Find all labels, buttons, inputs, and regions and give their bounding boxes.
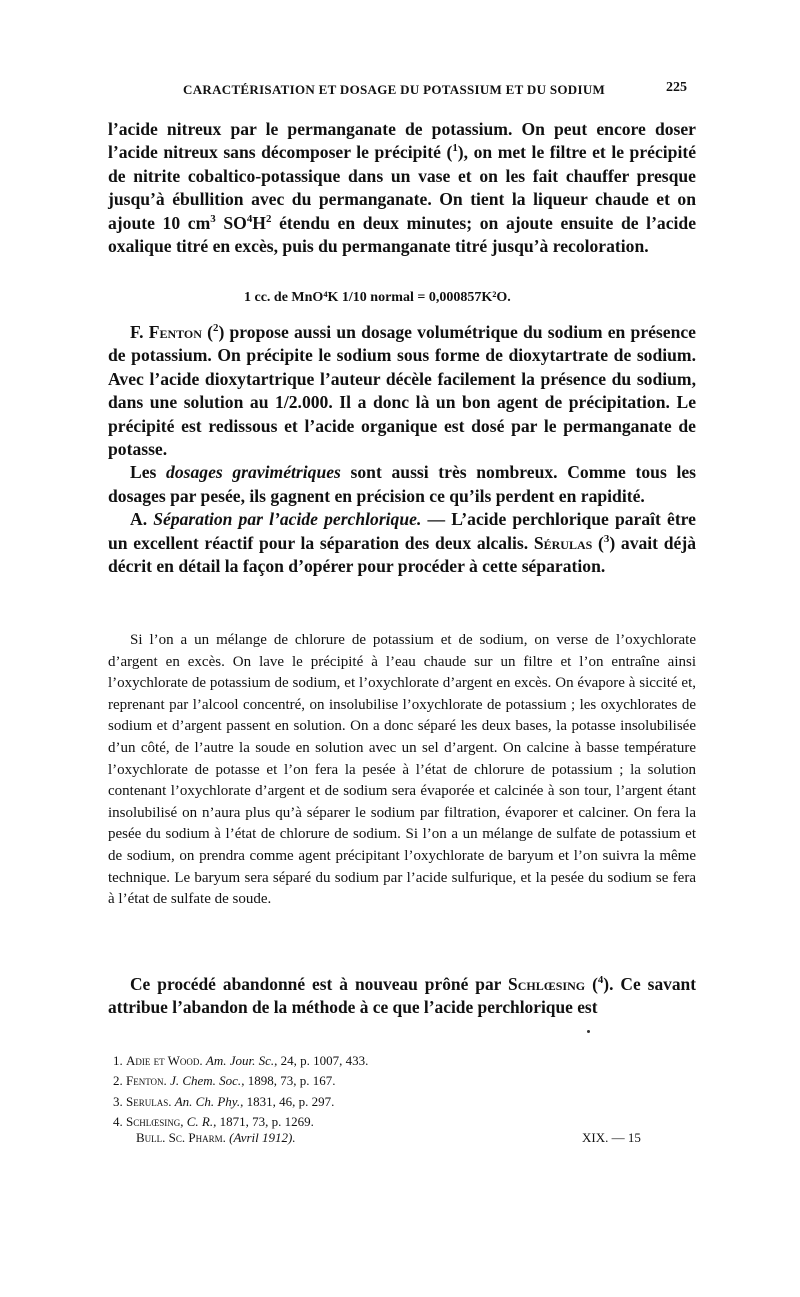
footnote-journal: C. R. [186, 1113, 214, 1129]
footnote-1 [113, 1051, 693, 1071]
footnote-journal: An. Ch. Phy. [174, 1093, 241, 1109]
footer-signature: XIX. — 15 [582, 1130, 641, 1145]
paragraph-1-text-d: H [252, 212, 266, 233]
superscript-4: 4 [246, 212, 253, 225]
footnote-2 [113, 1071, 693, 1091]
footnote-journal: Am. Jour. Sc. [205, 1053, 275, 1068]
small-print-section [108, 630, 696, 911]
paragraph-4-text-b: — L’acide perchlorique paraît être un excellent réactif pour la séparation des deux alcalis. [108, 509, 696, 553]
paragraph-5-text-b: . Ce savant attribue l’abandon de la méthode à ce que l’acide perchlorique est [108, 974, 696, 1018]
running-title: CARACTÉRISATION ET DOSAGE DU POTASSIUM ET DU SODIUM [183, 82, 606, 97]
paragraph-1-text-e: étendu en deux minutes; on ajoute ensuite de l’acide oxalique titré en excès, puis du permanganate titré jusqu’à recoloration. [108, 212, 697, 257]
paragraph-1-text: l’acide nitreux par le permanganate de potassium. On peut encore doser l’acide nitreux sans décomposer le précipité ( [108, 119, 696, 163]
paragraph-3-text-b: sont aussi très nombreux. Comme tous les dosages par pesée, ils gagnent en précision ce qu’ils perdent en rapidité. [108, 462, 696, 506]
paragraph-2: F. Fenton ($^2$) propose aussi un dosage volumétrique du sodium en présence de potassium. On précipite le sodium sous forme de dioxytartrate de sodium. Avec l’acide dioxytartrique l’auteur décèle facilement la présence du sodium, dans une solution au 1/2.000. Il a donc là un bon agent de précipitation. Le précipité est redissous et l’acide organique est dosé par le permanganate de potasse. Les dosages gravimétriques sont aussi très nombreux. Comme tous les dosages par pesée, ils gagnent en précision ce qu’ils perdent en rapidité. A. Séparation par l’acide perchlorique. — L’acide perchlorique paraît être un excellent réactif pour la séparation des deux alcalis. Sérulas ($^3$) avait déjà décrit en détail la façon d’opérer pour procéder à cette séparation. [108, 322, 696, 577]
footnote-citation: , 24, p. 1007, 433. [274, 1053, 369, 1068]
formula: 1 cc. de MnO⁴K 1/10 normal = 0,000857K²O. [244, 290, 511, 305]
footnote-number: 1. [113, 1053, 123, 1068]
footnote-number: 4. [113, 1113, 123, 1129]
author-schloesing: Schlœsing [508, 974, 586, 994]
footnote-ref-4: 4 [597, 974, 604, 987]
footnote-authors: Fenton. [126, 1073, 167, 1089]
small-print-paragraph: Si l’on a un mélange de chlorure de potassium et de sodium, on verse de l’oxychlorate d’argent en excès. On lave le précipité à l’eau chaude sur un filtre et l’on entraîne ainsi l’oxychlorate de potassium de sodium, et l’oxychlorate d’argent en excès. On évapore à siccité et, reprenant par l’alcool concentré, on insolubilise l’oxychlorate de potassium ; les oxychlorates de sodium et d’argent passent en solution. On a donc séparé les deux bases, la potasse insolubilisée d’un côté, de l’autre la soude en solution avec un sel d’argent. On calcine à basse température l’oxychlorate de potasse et l’on fera la pesée à l’état de chlorure de potassium ; la solution contenant l’oxychlorate d’argent et de sodium sera évaporée et calcinée à son tour, l’argent étant insolubilisé on n’aura plus qu’à séparer le sodium par filtration, évaporer et calciner. On fera la pesée du sodium à l’état de chlorure de sodium. Si l’on a un mélange de sulfate de potassium et de sodium, on prendra comme agent précipitant l’oxychlorate de baryum et l’on suivra la même technique. Le baryum sera séparé du sodium par l’acide sulfurique, et la pesée du sodium se fera à l’état de sulfate de soude. [108, 632, 696, 908]
author-serulas: Sérulas [533, 532, 593, 553]
footnote-citation: , 1871, 73, p. 1269. [213, 1113, 314, 1129]
footer-date: (Avril 1912). [229, 1130, 296, 1145]
superscript-3: 3 [210, 212, 216, 225]
footnote-ref-3: 3 [603, 532, 610, 545]
author-fenton: F. Fenton [130, 322, 202, 342]
paragraph-1 [108, 118, 696, 258]
footnotes [113, 1051, 693, 1132]
superscript-2: 2 [265, 212, 272, 225]
ink-speck [587, 1030, 590, 1033]
paragraph-4-heading: Séparation par l’acide perchlorique. [153, 509, 422, 530]
paragraph-1-text-b: ), on met le filtre et le précipité de nitrite cobaltico-potassique dans un vase et on les fait chauffer presque jusqu’à ébullition avec du permanganate. On tient la liqueur chaude et on ajoute 10 cm [108, 142, 696, 233]
footnote-authors: Serulas. [126, 1093, 172, 1109]
footnote-journal: J. Chem. Soc. [170, 1073, 242, 1089]
paragraph-5: Ce procédé abandonné est à nouveau prôné par Schlœsing ($^4$). Ce savant attribue l’abandon de la méthode à ce que l’acide perchlorique est [108, 974, 696, 1018]
footer-journal-name: Bull. Sc. Pharm. [136, 1130, 226, 1145]
paragraph-5-text-a: Ce procédé abandonné est à nouveau prôné par [130, 974, 509, 994]
paragraph-2-text: propose aussi un dosage volumétrique du sodium en présence de potassium. On précipite le sodium sous forme de dioxytartrate de sodium. Avec l’acide dioxytartrique l’auteur décèle facilement la présence du sodium, dans une solution au 1/2.000. Il a donc là un bon agent de précipitation. Le précipité est redissous et l’acide organique est dosé par le permanganate de potasse. [108, 322, 696, 460]
paragraph-4-text-a: A. [130, 509, 154, 530]
footnote-citation: , 1898, 73, p. 167. [241, 1073, 336, 1089]
footer-journal [136, 1130, 296, 1146]
paragraph-4-text-c: avait déjà décrit en détail la façon d’opérer pour procéder à cette séparation. [108, 532, 696, 577]
footnote-ref-1: 1 [452, 142, 458, 155]
footnote-3 [113, 1092, 693, 1112]
paragraph-1-text-c: SO [215, 212, 247, 233]
footnote-authors: Adie et Wood. [126, 1053, 203, 1068]
footnote-authors: Schlœsing, [126, 1113, 184, 1129]
footnote-ref-2: 2 [213, 322, 219, 335]
paragraph-3-emphasis: dosages gravimétriques [166, 462, 341, 483]
footnote-number: 2. [113, 1073, 123, 1089]
paragraph-3-text-a: Les [130, 462, 167, 483]
footnote-citation: , 1831, 46, p. 297. [240, 1093, 335, 1109]
page-number: 225 [666, 80, 687, 95]
footnote-number: 3. [113, 1093, 123, 1109]
